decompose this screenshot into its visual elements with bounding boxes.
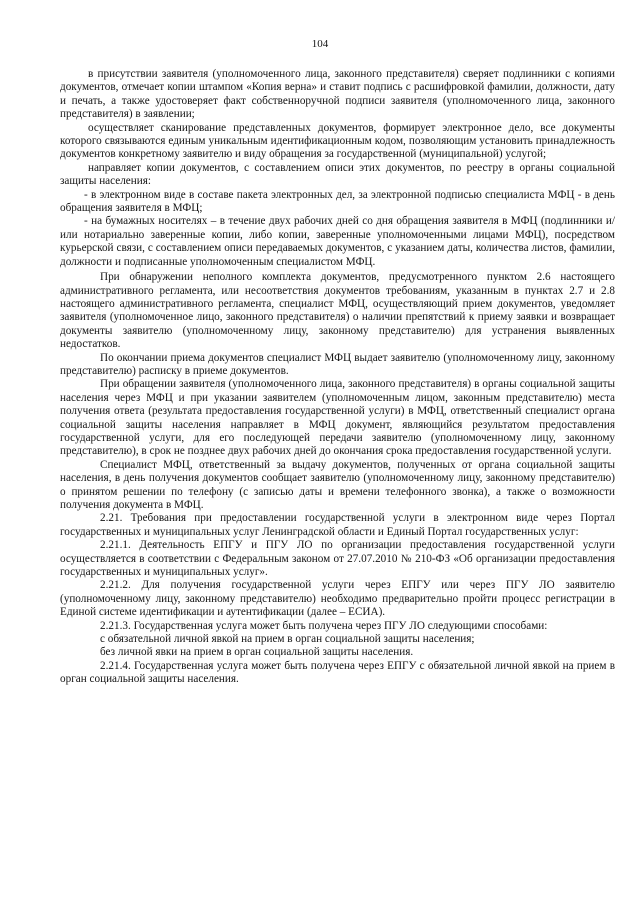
paragraph: При обращении заявителя (уполномоченного лица, законного представителя) в органы социальной защиты населения через МФЦ и при указании заявителем (уполномоченным лицом, законным представителю) места получения ответа (результата предоставления государственной услуги) в МФЦ, ответственный специалист органа социальной защиты населения направляет в МФЦ документ, являющийся результатом предоставления государственной услуги, для его последующей передачи заявителю (уполномоченному лицу, законному представителю), в срок не позднее двух рабочих дней до окончания срока предоставления государственной услуги. (60, 378, 615, 458)
document-body (60, 68, 615, 687)
paragraph: Специалист МФЦ, ответственный за выдачу документов, полученных от органа социальной защиты населения, в день получения документов сообщает заявителю (уполномоченному лицу, законному представителю) о принятом решении по телефону (с записью даты и времени телефонного звонка), а также о возможности получения документа в МФЦ. (60, 458, 615, 511)
list-item: с обязательной личной явкой на прием в орган социальной защиты населения; (100, 633, 475, 646)
paragraph: в присутствии заявителя (уполномоченного лица, законного представителя) сверяет подлинники с копиями документов, отмечает копии штампом «Копия верна» и ставит подпись с расшифровкой фамилии, должности, дату и печать, а также удостоверяет факт собственноручной подписи заявителя (уполномоченного лица, законного представителя) в заявлении; (60, 68, 615, 121)
paragraph: осуществляет сканирование представленных документов, формирует электронное дело, все документы которого связываются единым уникальным идентификационным кодом, позволяющим установить принадлежность документов конкретному заявителю и виду обращения за государственной (муниципальной) услугой; (60, 121, 615, 161)
list-item: - в электронном виде в составе пакета электронных дел, за электронной подписью специалиста МФЦ - в день обращения заявителя в МФЦ; (60, 188, 615, 215)
paragraph: При обнаружении неполного комплекта документов, предусмотренного пунктом 2.6 настоящего административного регламента, или несоответствия документов требованиям, указанным в пунктах 2.7 и 2.8 настоящего административного регламента, специалист МФЦ, осуществляющий прием документов, уведомляет заявителя (уполномоченное лицо, законного представителя) о наличии препятствий к приему заявки и возвращает документы заявителю (уполномоченному лицу, законному представителю) для устранения выявленных недостатков. (60, 271, 615, 351)
list-item: - на бумажных носителях – в течение двух рабочих дней со дня обращения заявителя в МФЦ (подлинники и/или нотариально заверенные копии, либо копии, заверенные уполномоченными лицами МФЦ), посредством курьерской связи, с составлением описи передаваемых документов, с указанием даты, количества листов, фамилии, должности и подписанные уполномоченным специалистом МФЦ. (60, 215, 615, 268)
section-2-21-4: 2.21.4. Государственная услуга может быть получена через ЕПГУ с обязательной личной явкой на прием в орган социальной защиты населения. (60, 659, 615, 686)
paragraph: По окончании приема документов специалист МФЦ выдает заявителю (уполномоченному лицу, законному представителю) расписку в приеме документов. (60, 351, 615, 377)
list-item: без личной явки на прием в орган социальной защиты населения. (100, 646, 414, 659)
section-2-21: 2.21. Требования при предоставлении государственной услуги в электронном виде через Портал государственных и муниципальных услуг Ленинградской области и Единый Портал государственных услуг: (60, 512, 615, 538)
section-2-21-2: 2.21.2. Для получения государственной услуги через ЕПГУ или через ПГУ ЛО заявителю (уполномоченному лицу, законному представителю) необходимо предварительно пройти процесс регистрации в Единой системе идентификации и аутентификации (далее – ЕСИА). (60, 579, 615, 619)
paragraph: направляет копии документов, с составлением описи этих документов, по реестру в органы социальной защиты населения: (60, 161, 615, 188)
section-2-21-1: 2.21.1. Деятельность ЕПГУ и ПГУ ЛО по организации предоставления государственной услуги осуществляется в соответствии с Федеральным законом от 27.07.2010 № 210-ФЗ «Об организации предоставления государственных и муниципальных услуг». (60, 539, 615, 579)
section-2-21-3: 2.21.3. Государственная услуга может быть получена через ПГУ ЛО следующими способами: (100, 619, 548, 632)
page-number: 104 (311, 38, 329, 50)
